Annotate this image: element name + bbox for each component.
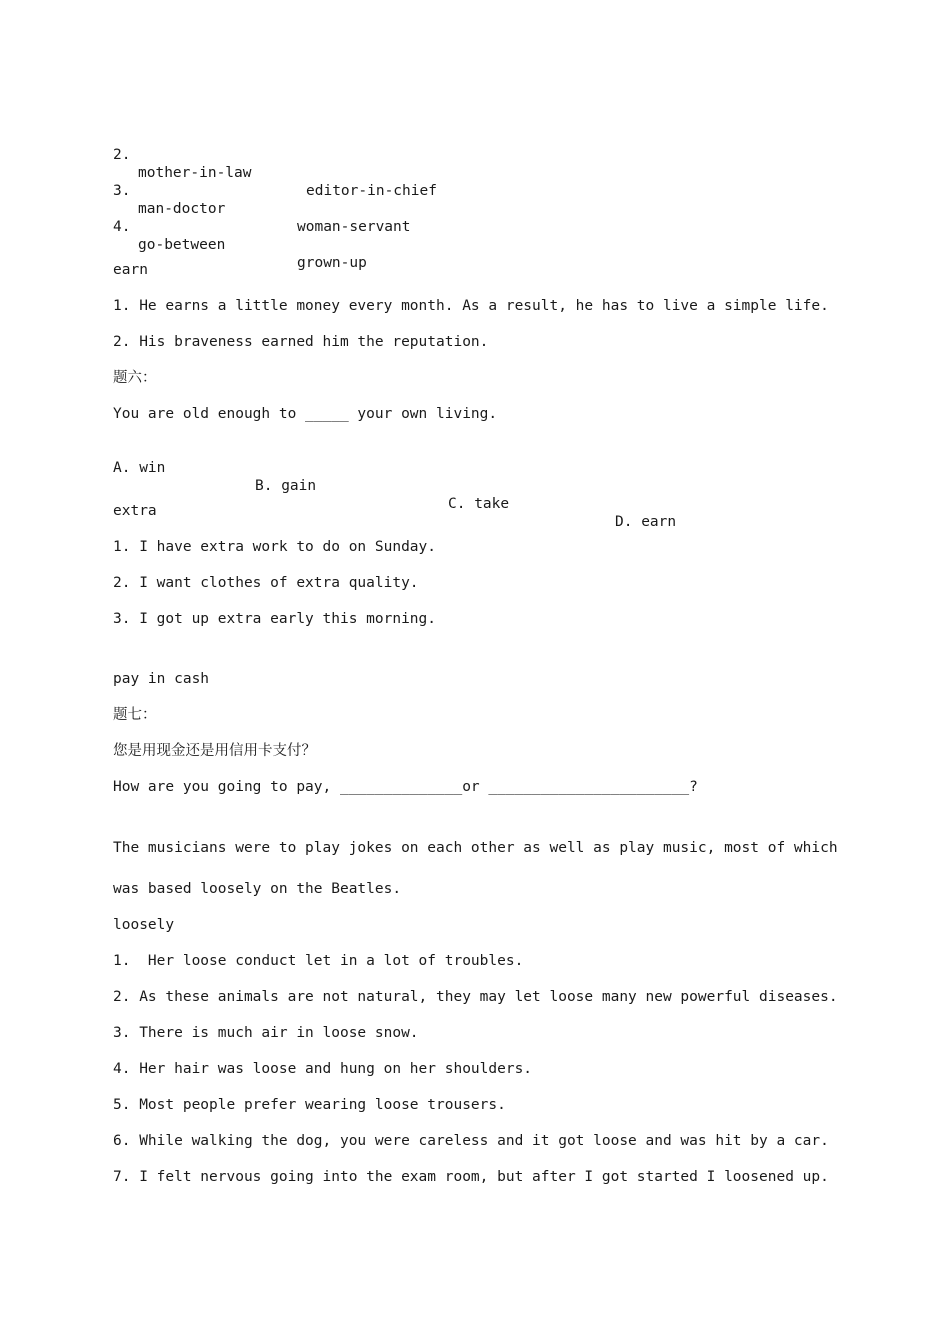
example-sentence: 3. I got up extra early this morning. [113, 611, 437, 627]
option-b: B. gain [255, 478, 317, 494]
question-text: How are you going to pay, ______________or _______________________? [113, 779, 698, 795]
section-heading-earn: earn [113, 262, 148, 278]
compound-num: 3. [113, 183, 131, 199]
option-c: C. take [448, 496, 510, 512]
question-title: 题七： [113, 707, 157, 723]
question-text: You are old enough to _____ your own living. [113, 406, 498, 422]
option-a: A. win [113, 460, 166, 476]
option-d: D. earn [615, 514, 677, 530]
compound-word: grown-up [297, 255, 367, 271]
compound-word: go-between [138, 237, 226, 253]
example-sentence: 1. He earns a little money every month. As a result, he has to live a simple life. [113, 298, 829, 314]
example-sentence: 1. Her loose conduct let in a lot of troubles. [113, 953, 524, 969]
compound-num: 4. [113, 219, 131, 235]
example-sentence: 2. His braveness earned him the reputation. [113, 334, 489, 350]
answer-options [113, 441, 713, 531]
example-sentence: 4. Her hair was loose and hung on her shoulders. [113, 1061, 533, 1077]
example-sentence: 1. I have extra work to do on Sunday. [113, 539, 437, 555]
question-title: 题六： [113, 370, 157, 386]
question-chinese: 您是用现金还是用信用卡支付？ [113, 743, 316, 759]
compound-row [113, 200, 473, 272]
example-sentence: 3. There is much air in loose snow. [113, 1025, 419, 1041]
example-sentence: 2. I want clothes of extra quality. [113, 575, 419, 591]
example-sentence: 5. Most people prefer wearing loose trousers. [113, 1097, 506, 1113]
example-sentence: 6. While walking the dog, you were careless and it got loose and was hit by a car. [113, 1133, 829, 1149]
passage-line: The musicians were to play jokes on each other as well as play music, most of which [113, 840, 838, 856]
section-heading-loosely: loosely [113, 917, 175, 933]
compound-num: 2. [113, 147, 131, 163]
compound-word: editor-in-chief [306, 183, 437, 199]
example-sentence: 7. I felt nervous going into the exam room, but after I got started I loosened up. [113, 1169, 829, 1185]
section-heading-pay: pay in cash [113, 671, 210, 687]
compound-word: man-doctor [138, 201, 226, 217]
compound-word: mother-in-law [138, 165, 252, 181]
example-sentence: 2. As these animals are not natural, they may let loose many new powerful diseases. [113, 989, 838, 1005]
compound-word: woman-servant [297, 219, 411, 235]
section-heading-extra: extra [113, 503, 157, 519]
passage-line: was based loosely on the Beatles. [113, 881, 402, 897]
